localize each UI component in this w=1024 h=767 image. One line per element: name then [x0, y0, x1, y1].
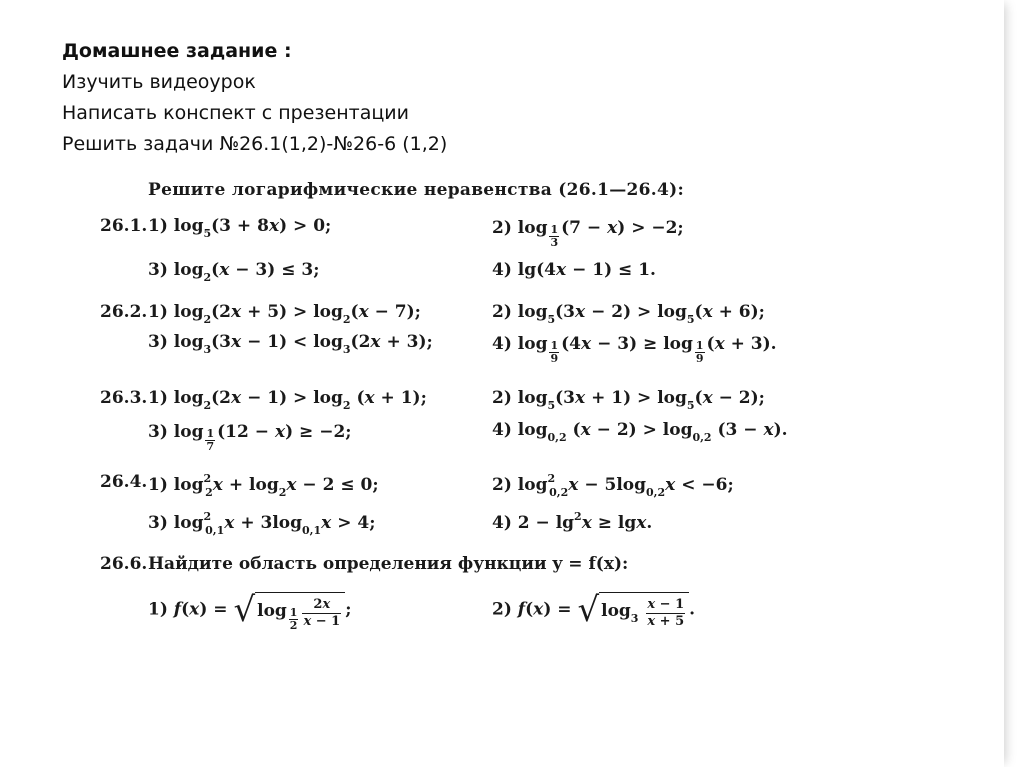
problem-item: 4) $\log_{0,2} (x - 2) > \log_{0,2} (3 - x)$. [492, 420, 788, 444]
homework-line: Изучить видеоурок [62, 71, 256, 93]
problem-item: 1) $\log_2(2x + 5) > \log_2(x - 7)$; [148, 302, 421, 326]
task-266-text: Найдите область определения функции y = f(x): [148, 554, 629, 574]
problem-item: 1) $\log_2(2x - 1) > \log_2 (x + 1)$; [148, 388, 427, 412]
problem-item: 1) f(x) = √ log $\frac{1}{2}$ $\frac{2x}{x - 1}$ ; [148, 590, 352, 632]
problem-row [100, 420, 820, 460]
problem-item: 3) $\log_3(3x - 1) < \log_3(2x + 3)$; [148, 332, 433, 356]
problem-row [100, 472, 820, 512]
problem-item: 2) log $\frac{1}{3}$ (7 − x) > −2; [492, 218, 684, 249]
homework-title: Домашнее задание : [62, 40, 292, 62]
problems-intro: Решите логарифмические неравенства (26.1—26.4): [148, 180, 685, 200]
problem-item: 1) $\log^2_2x + \log_2x - 2 \le 0$; [148, 472, 379, 499]
problem-item: 3) $\log^2_{0,1}x + 3\log_{0,1}x > 4$; [148, 510, 376, 537]
problem-row [100, 510, 820, 550]
problem-number: 26.6. [100, 554, 148, 574]
problem-item: 2) $\log^2_{0,2}x - 5\log_{0,2}x < -6$; [492, 472, 734, 499]
problem-number: 26.2. [100, 302, 148, 322]
problem-item: 2) $\log_5(3x - 2) > \log_5(x + 6)$; [492, 302, 765, 326]
problem-row [100, 332, 820, 372]
problem-item: 4) lg(4x − 1) ≤ 1. [492, 260, 656, 280]
problem-item: 2) $\log_5(3x + 1) > \log_5(x - 2)$; [492, 388, 765, 412]
homework-line: Написать конспект с презентации [62, 102, 409, 124]
problem-row [100, 260, 820, 300]
problem-item: 1) $\log_5(3 + 8x) > 0$; [148, 216, 332, 240]
problem-item: 4) $2 - \lg^2x \ge \lg x$. [492, 510, 653, 533]
problem-item: 4) log $\frac{1}{9}$ (4x − 3) ≥ log $\frac{1}{9}$ (x + 3). [492, 334, 777, 365]
sqrt-sign: √ log $\frac{1}{2}$ $\frac{2x}{x - 1}$ [233, 590, 345, 630]
problem-item: 3) log $\frac{1}{7}$ (12 − x) ≥ −2; [148, 422, 352, 453]
homework-line: Решить задачи №26.1(1,2)-№26-6 (1,2) [62, 133, 448, 155]
problem-row [100, 554, 820, 594]
problem-item: 3) $\log_2(x - 3) \le 3$; [148, 260, 320, 284]
problem-number: 26.1. [100, 216, 148, 236]
problem-row [100, 216, 820, 256]
problem-number: 26.4. [100, 472, 148, 492]
problem-row [100, 590, 820, 650]
problem-item: 2) f(x) = √ $\log_3$ $\frac{x - 1}{x + 5}$ . [492, 590, 696, 630]
sqrt-sign: √ $\log_3$ $\frac{x - 1}{x + 5}$ [577, 590, 689, 630]
problem-number: 26.3. [100, 388, 148, 408]
homework-header [62, 36, 447, 160]
